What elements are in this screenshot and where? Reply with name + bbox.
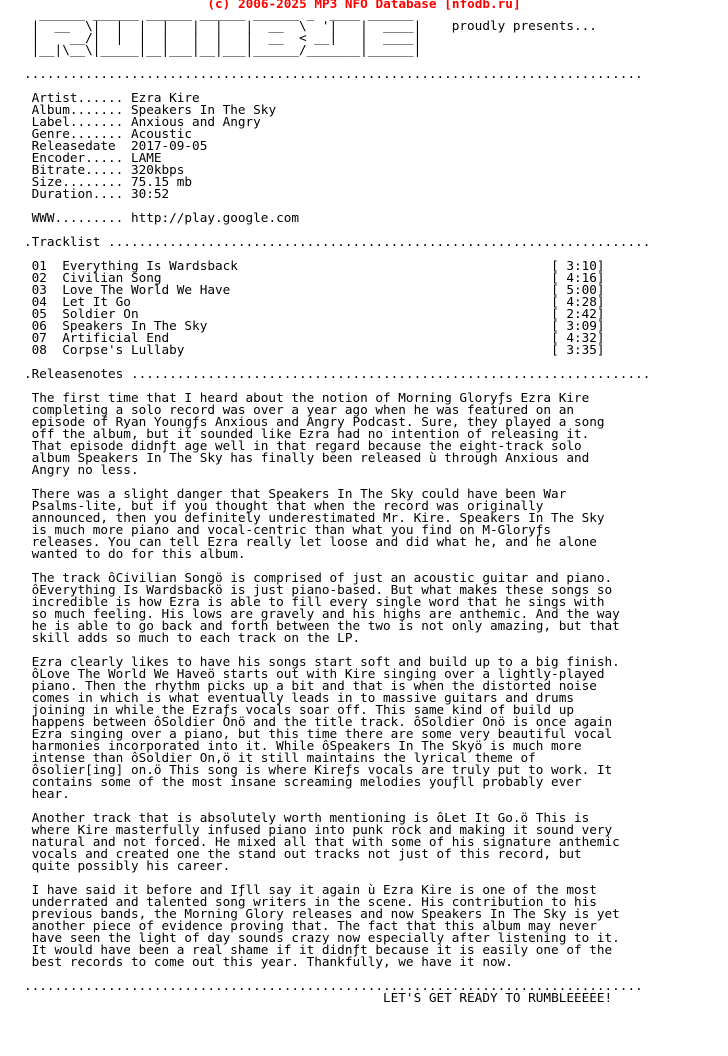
release-notes-line: another piece of evidence proving that. The fact that this album may never	[31, 918, 597, 933]
release-notes-line: Ezra singing over a piano, but this time there are some very beautiful vocal	[31, 726, 613, 741]
track-time: [ 4:32]	[551, 330, 605, 345]
track-title: Artificial End	[62, 330, 170, 345]
section-heading: .Tracklist .......................................................................	[24, 234, 651, 249]
info-value: Anxious and Angry	[130, 114, 261, 129]
track-number: 04	[31, 294, 47, 309]
track-number: 05	[31, 306, 47, 321]
info-key: Artist......	[31, 90, 124, 105]
track-time: [ 4:28]	[551, 294, 605, 309]
release-notes-line: I have said it before and Iƒll say it again ù Ezra Kire is one of the most	[31, 882, 597, 897]
release-notes-line: announced, then you definitely underestimated Mr. Kire. Speakers In The Sky	[31, 510, 605, 525]
header-copyright-link[interactable]: (c) 2006-2025 MP3 NFO Database [nfodb.ru]	[207, 0, 521, 11]
info-key: Bitrate.....	[31, 162, 124, 177]
www-key: WWW.........	[31, 210, 124, 225]
info-value: 2017-09-05	[130, 138, 208, 153]
release-notes-line: It would have been a real shame if it didnƒt because it is easily one of the	[31, 942, 613, 957]
tagline: proudly presents...	[451, 18, 597, 33]
release-notes-line: album Speakers In The Sky has finally been released ù through Anxious and	[31, 450, 590, 465]
info-value: 30:52	[130, 186, 170, 201]
release-notes-line: harmonies incorporated into it. While ôSpeakers In The Skyö is much more	[31, 738, 582, 753]
info-key: Label.......	[31, 114, 124, 129]
www-link[interactable]: http://play.google.com	[130, 210, 300, 225]
track-time: [ 5:00]	[551, 282, 605, 297]
release-notes-line: ôLove The World We Haveö starts out with Kire singing over a lightly-played	[31, 666, 605, 681]
track-number: 03	[31, 282, 47, 297]
info-key: Encoder.....	[31, 150, 124, 165]
info-value: LAME	[130, 150, 162, 165]
release-notes-line: The first time that I heard about the notion of Morning Gloryƒs Ezra Kire	[31, 390, 590, 405]
release-notes-line: previous bands, the Morning Glory releases and now Speakers In The Sky is yet	[31, 906, 620, 921]
info-key: Duration....	[31, 186, 124, 201]
track-number: 08	[31, 342, 47, 357]
info-key: Album.......	[31, 102, 124, 117]
release-notes-line: comes in which is what eventually leads in to massive guitars and drums	[31, 690, 574, 705]
release-notes-line: he is able to go back and forth between the two is not only amazing, but that	[31, 618, 620, 633]
release-notes-line: best records to come out this year. Thankfully, we have it now.	[31, 954, 513, 969]
logo-art-row: | __/| | | | | | | __ < __| | ____|	[24, 30, 422, 45]
info-value: 75.15 mb	[130, 174, 193, 189]
release-notes-line: quite possibly his career.	[31, 858, 231, 873]
release-notes-line: Ezra clearly likes to have his songs start soft and build up to a big finish.	[31, 654, 620, 669]
release-notes-line: vocals and created one the stand out tracks not just of this record, but	[31, 846, 582, 861]
release-notes-line: natural and not forced. He mixed all that with some of his signature anthemic	[31, 834, 620, 849]
release-notes-line: happens between ôSoldier Onö and the title track. ôSoldier Onö is once again	[31, 714, 613, 729]
info-key: Size........	[31, 174, 124, 189]
track-title: Everything Is Wardsback	[62, 258, 238, 273]
release-notes-line: releases. You can tell Ezra really let loose and did what he, and he alone	[31, 534, 597, 549]
track-title: Corpse's Lullaby	[62, 342, 185, 357]
track-title: Civilian Song	[62, 270, 162, 285]
divider: .................................................................................	[24, 66, 643, 81]
release-notes-line: ôEverything Is Wardsbackö is just piano-based. But what makes these songs so	[31, 582, 613, 597]
release-notes-line: underrated and talented song writers in the scene. His contribution to his	[31, 894, 597, 909]
release-notes-line: episode of Ryan Youngƒs Anxious and Angry Podcast. Sure, they played a song	[31, 414, 605, 429]
info-value: 320kbps	[130, 162, 185, 177]
release-notes-line: wanted to do for this album.	[31, 546, 246, 561]
release-notes-line: joining in while the Ezraƒs vocals soar off. This same kind of build up	[31, 702, 574, 717]
release-notes-line: ôsolier[ing] on.ö This song is where Kireƒs vocals are truly put to work. It	[31, 762, 613, 777]
track-title: Love The World We Have	[62, 282, 231, 297]
release-notes-line: The track ôCivilian Songö is comprised of just an acoustic guitar and piano.	[31, 570, 613, 585]
track-number: 02	[31, 270, 47, 285]
release-notes-line: off the album, but it sounded like Ezra had no intention of releasing it.	[31, 426, 590, 441]
release-notes-line: There was a slight danger that Speakers In The Sky could have been War	[31, 486, 567, 501]
section-heading: .Releasenotes ....................................................................	[24, 366, 651, 381]
logo-art-row: |__|\__\|_____|__|___|__|___|______/_______|______|	[24, 42, 422, 57]
info-value: Speakers In The Sky	[130, 102, 277, 117]
release-notes-line: Another track that is absolutely worth mentioning is ôLet It Go.ö This is	[31, 810, 590, 825]
track-title: Let It Go	[62, 294, 131, 309]
release-notes-line: Psalms-lite, but if you thought that when the record was originally	[31, 498, 544, 513]
track-time: [ 3:35]	[551, 342, 605, 357]
release-notes-line: completing a solo record was over a year ago when he was featured on an	[31, 402, 574, 417]
release-notes-line: That episode didnƒt age well in that regard because the eight-track solo	[31, 438, 582, 453]
release-notes-line: have seen the light of day sounds crazy now especially after listening to it.	[31, 930, 620, 945]
track-number: 07	[31, 330, 47, 345]
logo-art-row: | __ \| | | | | | | __ \ '| | ____|	[24, 18, 422, 33]
release-notes-line: skill adds so much to each track on the LP.	[31, 630, 361, 645]
track-time: [ 3:10]	[551, 258, 605, 273]
release-notes-line: incredible is how Ezra is able to fill every single word that he sings with	[31, 594, 605, 609]
track-time: [ 2:42]	[551, 306, 605, 321]
track-title: Soldier On	[62, 306, 139, 321]
footer-slogan: LET'S GET READY TO RUMBLEEEEE!	[383, 990, 613, 1005]
release-notes-line: so much feeling. His lows are gravely and his highs are anthemic. And the way	[31, 606, 620, 621]
release-notes-line: hear.	[31, 786, 70, 801]
release-notes-line: intense than ôSoldier On,ö it still maintains the lyrical theme of	[31, 750, 536, 765]
nfo-document	[24, 0, 650, 1004]
footer-divider: .................................................................................	[24, 978, 643, 993]
track-time: [ 3:09]	[551, 318, 605, 333]
track-number: 01	[31, 258, 47, 273]
info-key: Releasedate	[31, 138, 124, 153]
release-notes-line: piano. Then the rhythm picks up a bit and that is when the distorted noise	[31, 678, 597, 693]
info-value: Ezra Kire	[130, 90, 200, 105]
track-time: [ 4:16]	[551, 270, 605, 285]
release-notes-line: where Kire masterfully infused piano into punk rock and making it sound very	[31, 822, 613, 837]
release-notes-line: is much more piano and vocal-centric than what you find on M-Gloryƒs	[31, 522, 552, 537]
release-notes-line: Angry no less.	[31, 462, 139, 477]
track-title: Speakers In The Sky	[62, 318, 208, 333]
track-number: 06	[31, 318, 47, 333]
info-value: Acoustic	[130, 126, 193, 141]
info-key: Genre.......	[31, 126, 124, 141]
release-notes-line: contains some of the most insane screaming melodies youƒll probably ever	[31, 774, 582, 789]
logo-art-row: ______ ______ ______ ______ ______ _ ____ ______	[24, 6, 414, 21]
